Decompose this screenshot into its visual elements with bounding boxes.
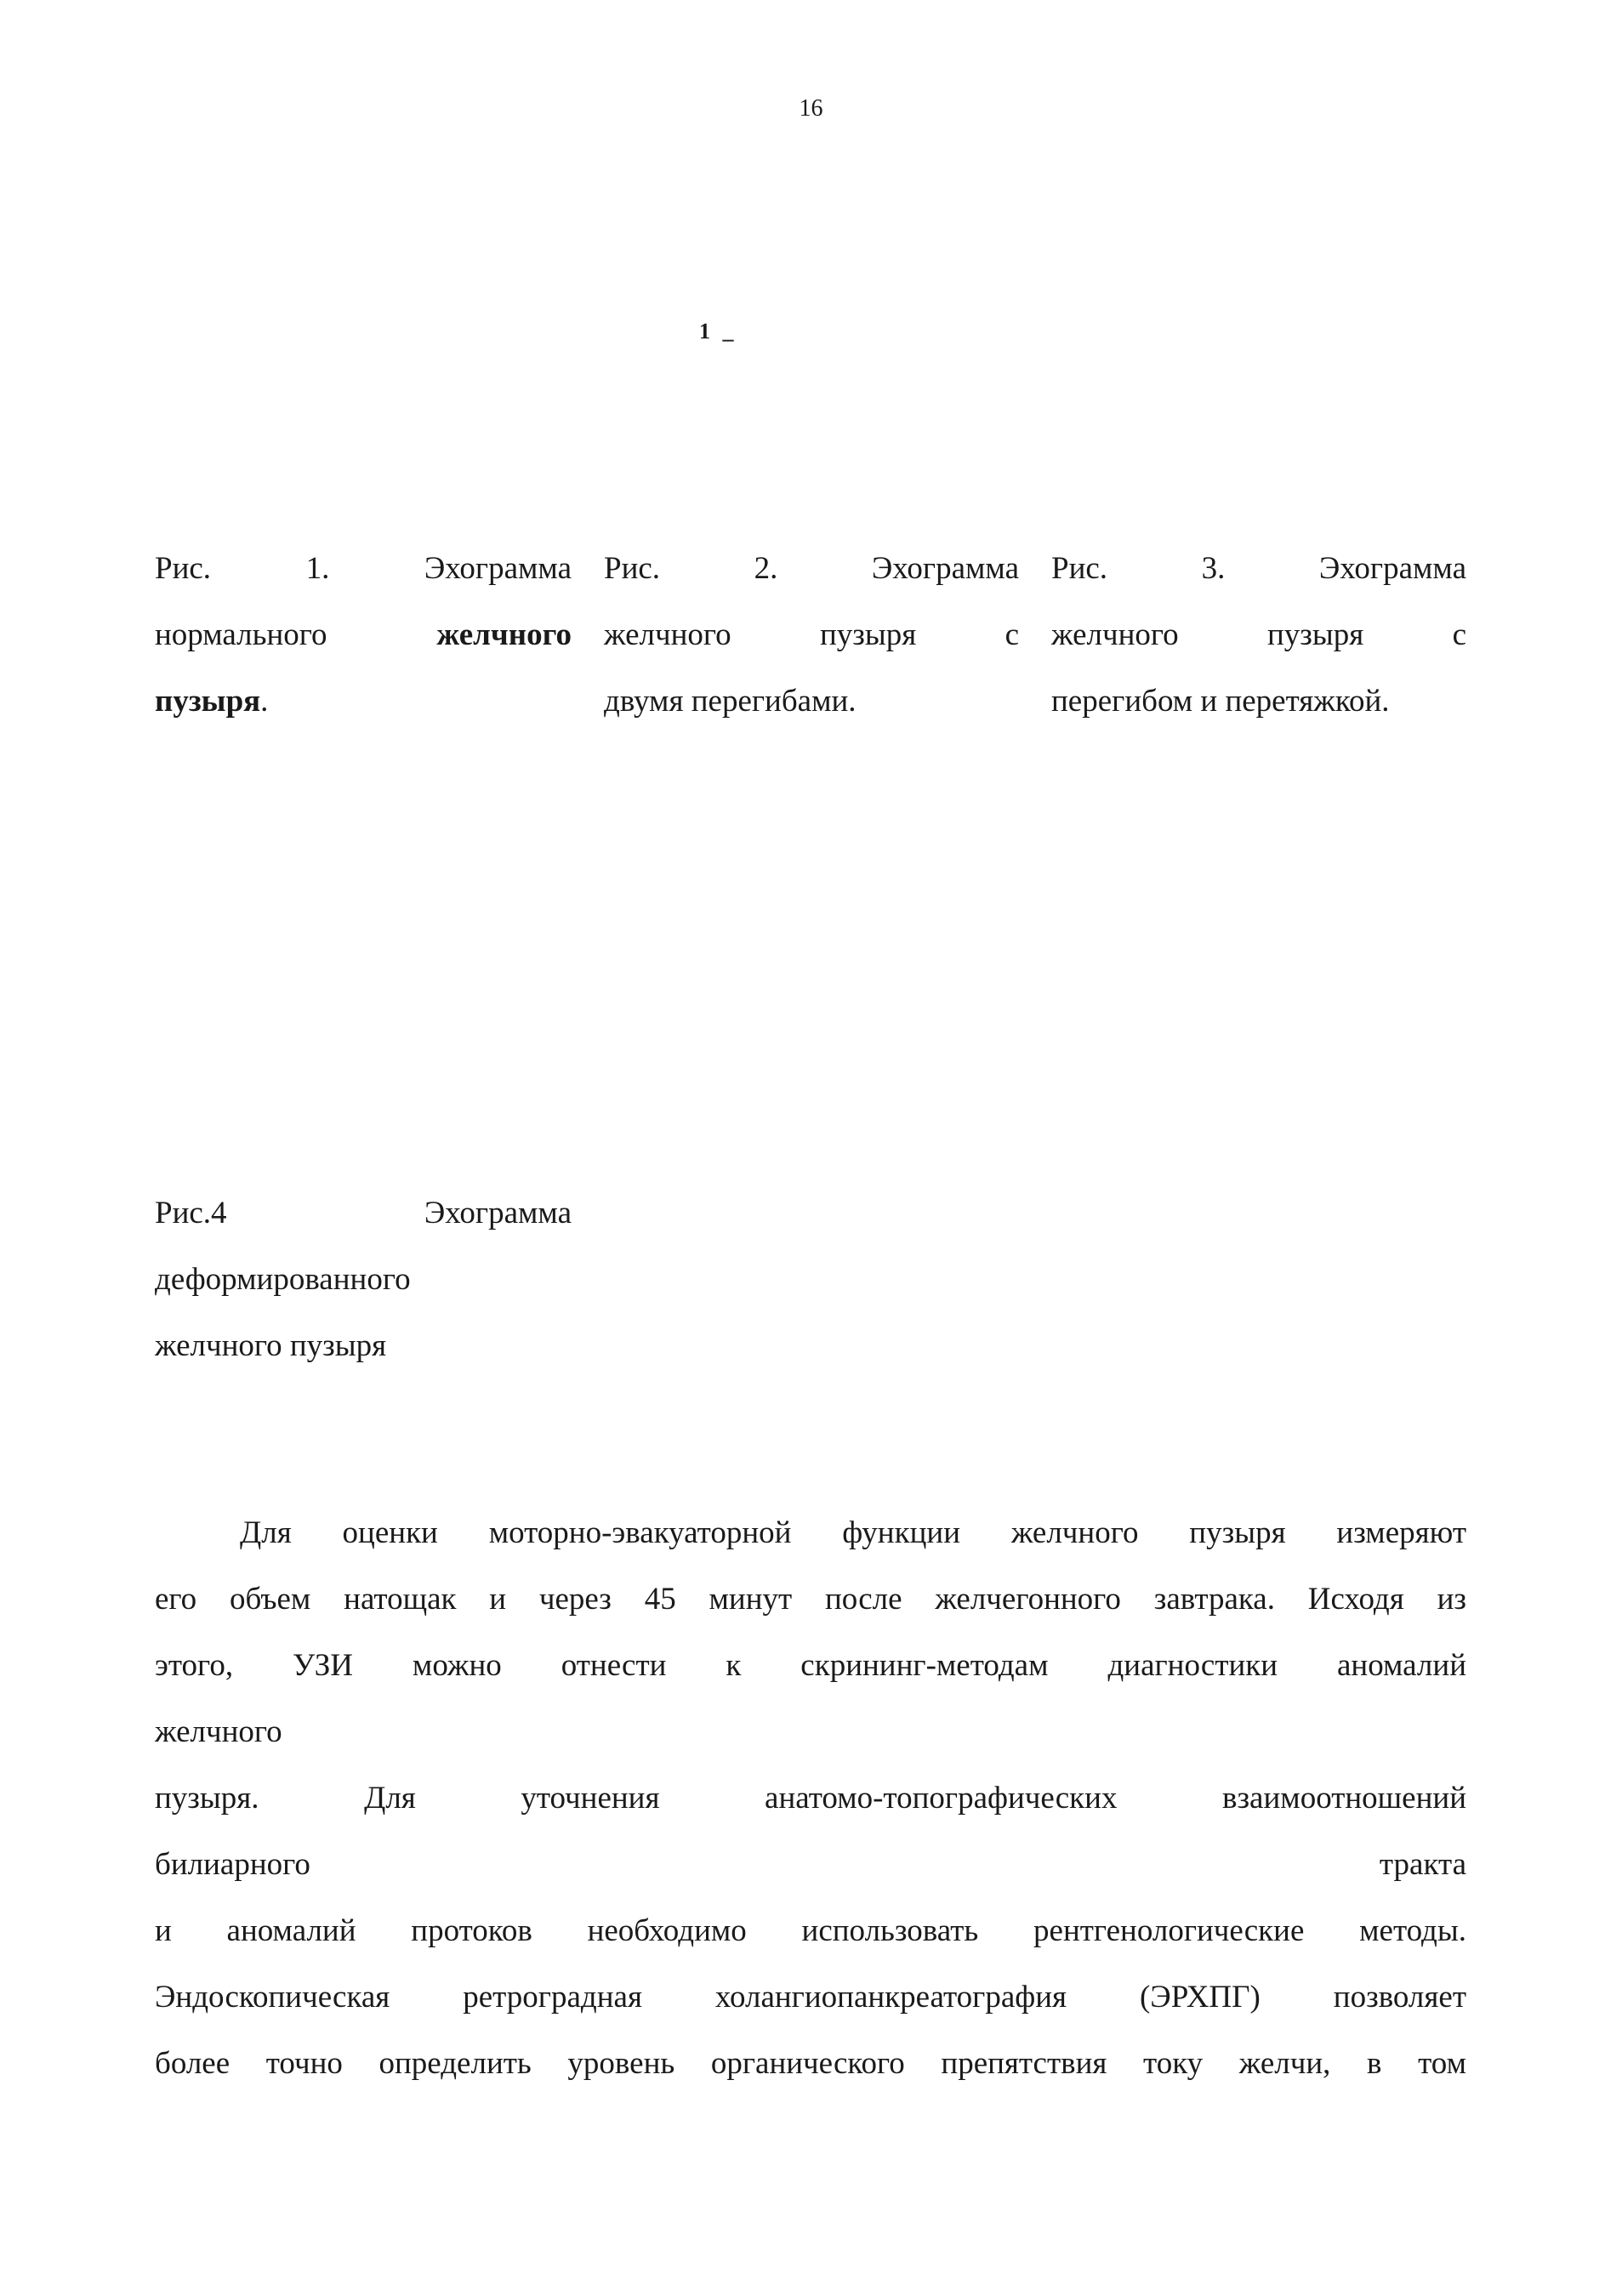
stray-mark: 1 _ bbox=[699, 319, 737, 344]
figure-caption-3 bbox=[1051, 536, 1466, 735]
caption-line bbox=[604, 602, 1019, 668]
caption-word: . bbox=[260, 684, 269, 719]
caption-word: 3. bbox=[1201, 551, 1226, 586]
caption-line: желчного пузыря bbox=[155, 1328, 387, 1363]
caption-line bbox=[1051, 602, 1466, 668]
body-line: его объем натощак и через 45 минут после желчегонного завтрака. Исходя из bbox=[155, 1582, 1466, 1617]
figure-caption-1 bbox=[155, 536, 572, 735]
body-line: желчного bbox=[155, 1714, 282, 1749]
caption-line: перегибом и перетяжкой. bbox=[1051, 684, 1390, 719]
caption-word: Эхограмма bbox=[1318, 551, 1466, 586]
body-line: билиарного тракта bbox=[155, 1847, 1466, 1882]
caption-line bbox=[155, 668, 572, 735]
caption-line bbox=[604, 536, 1019, 602]
caption-word: Эхограмма bbox=[424, 1196, 572, 1230]
caption-line bbox=[155, 536, 572, 602]
body-line: Для оценки моторно-эвакуаторной функции желчного пузыря измеряют bbox=[240, 1515, 1466, 1550]
caption-word: Эхограмма bbox=[424, 551, 572, 586]
caption-word: Рис. bbox=[1051, 551, 1108, 586]
caption-word-bold: желчного bbox=[436, 617, 572, 652]
body-paragraph bbox=[155, 1500, 1466, 2097]
body-line: Эндоскопическая ретроградная холангиопанкреатография (ЭРХПГ) позволяет bbox=[155, 1980, 1466, 2015]
figure-caption-4 bbox=[155, 1180, 572, 1379]
body-line: пузыря. Для уточнения анатомо-топографических взаимоотношений bbox=[155, 1781, 1466, 1816]
caption-word: 2. bbox=[754, 551, 778, 586]
caption-word: желчного bbox=[604, 617, 731, 652]
caption-word: Рис. bbox=[155, 551, 212, 586]
caption-word: пузыря bbox=[819, 617, 917, 652]
caption-word: нормального bbox=[155, 617, 327, 652]
caption-word: с bbox=[1005, 617, 1019, 652]
caption-line bbox=[155, 602, 572, 668]
caption-word: желчного bbox=[1051, 617, 1179, 652]
page-number: 16 bbox=[799, 95, 823, 122]
caption-word: Эхограмма bbox=[871, 551, 1019, 586]
body-line: более точно определить уровень органического препятствия току желчи, в том bbox=[155, 2046, 1466, 2081]
caption-line: двумя перегибами. bbox=[604, 684, 857, 719]
caption-word: Рис. bbox=[604, 551, 661, 586]
caption-word-bold: пузыря bbox=[155, 684, 261, 719]
caption-line: деформированного bbox=[155, 1262, 411, 1297]
body-line: и аномалий протоков необходимо использовать рентгенологические методы. bbox=[155, 1913, 1466, 1948]
caption-word: пузыря bbox=[1266, 617, 1364, 652]
body-line: этого, УЗИ можно отнести к скрининг-методам диагностики аномалий bbox=[155, 1648, 1466, 1683]
figure-caption-2 bbox=[604, 536, 1019, 735]
caption-word: с bbox=[1452, 617, 1466, 652]
caption-word: Рис.4 bbox=[155, 1196, 227, 1230]
caption-line bbox=[155, 1180, 572, 1247]
caption-word: 1. bbox=[305, 551, 330, 586]
caption-line bbox=[1051, 536, 1466, 602]
